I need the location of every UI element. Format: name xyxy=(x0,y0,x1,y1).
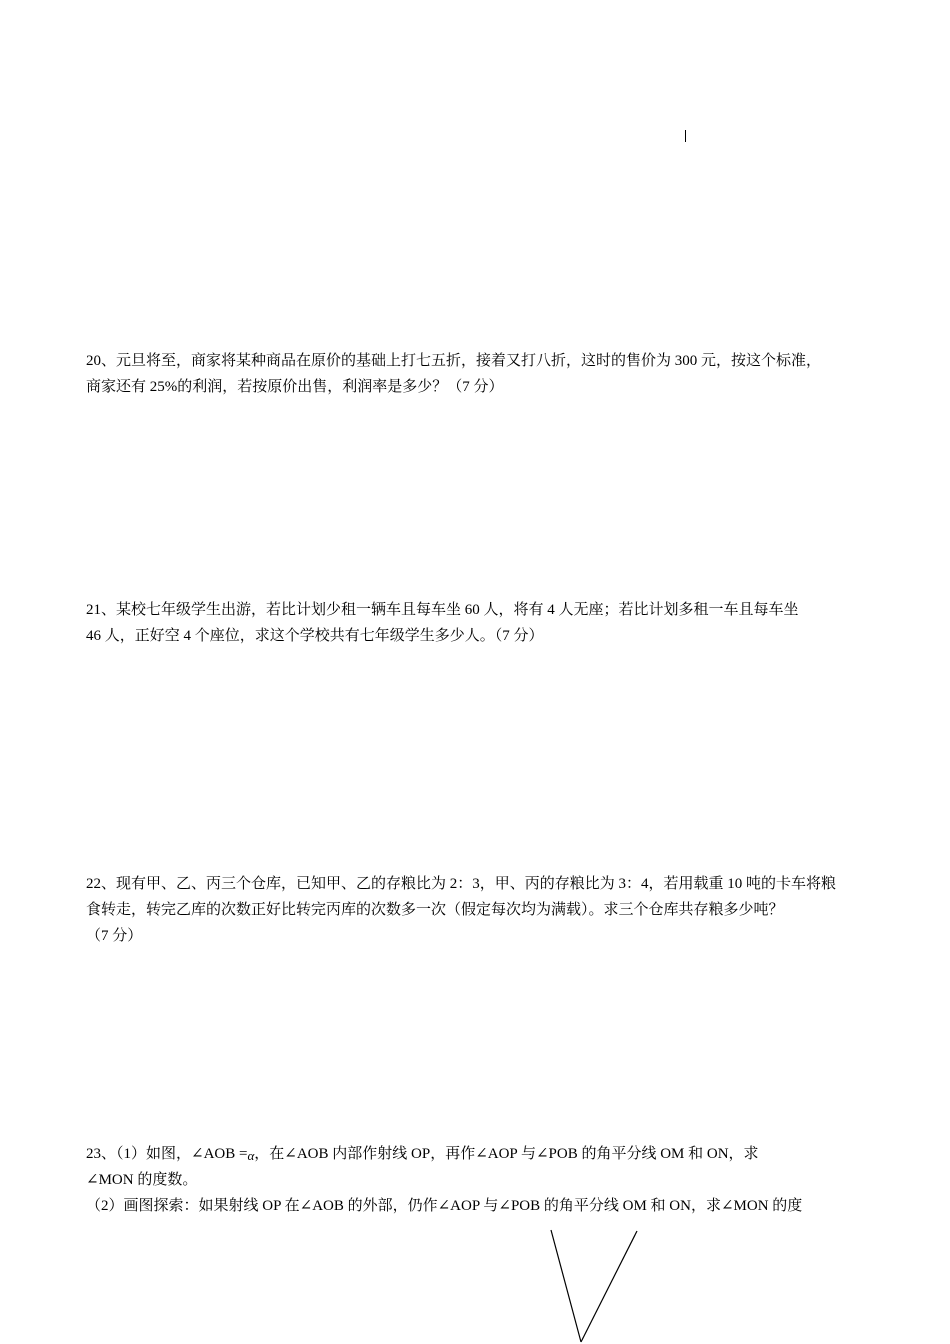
question-23-line-1-prefix: 23、（1）如图，∠AOB = xyxy=(86,1146,248,1162)
question-23 xyxy=(86,1141,868,1219)
question-23-line-1 xyxy=(86,1141,868,1167)
question-21-line-1: 21、某校七年级学生出游，若比计划少租一辆车且每车坐 60 人，将有 4 人无座；若比计划多租一车且每车坐 xyxy=(86,602,799,618)
question-22 xyxy=(86,871,868,949)
question-21 xyxy=(86,597,868,649)
question-22-line-1: 22、现有甲、乙、丙三个仓库，已知甲、乙的存粮比为 2：3，甲、丙的存粮比为 3：4，若用载重 10 吨的卡车将粮 xyxy=(86,876,837,892)
question-20 xyxy=(86,348,868,400)
question-23-line-2: ∠MON 的度数。 xyxy=(86,1172,198,1188)
question-23-line-1-suffix: ，在∠AOB 内部作射线 OP，再作∠AOP 与∠POB 的角平分线 OM 和 ON，求 xyxy=(254,1146,759,1162)
question-22-line-2: 食转走，转完乙库的次数正好比转完丙库的次数多一次（假定每次均为满载）。求三个仓库共存粮多少吨？ xyxy=(86,902,784,918)
angle-figure xyxy=(545,1226,645,1344)
question-20-line-2: 商家还有 25%的利润，若按原价出售，利润率是多少？（7 分） xyxy=(86,379,504,395)
question-23-line-3: （2）画图探索：如果射线 OP 在∠AOB 的外部，仍作∠AOP 与∠POB 的角平分线 OM 和 ON，求∠MON 的度 xyxy=(86,1198,803,1214)
angle-left-ray xyxy=(551,1230,581,1342)
question-21-line-2: 46 人，正好空 4 个座位，求这个学校共有七年级学生多少人。（7 分） xyxy=(86,628,544,644)
question-20-line-1: 20、元旦将至，商家将某种商品在原价的基础上打七五折，接着又打八折，这时的售价为 300 元，按这个标准， xyxy=(86,353,822,369)
angle-right-ray xyxy=(581,1231,637,1342)
cursor-mark xyxy=(685,130,686,142)
alpha-symbol: α xyxy=(247,1148,255,1163)
question-22-line-3: （7 分） xyxy=(86,928,143,944)
